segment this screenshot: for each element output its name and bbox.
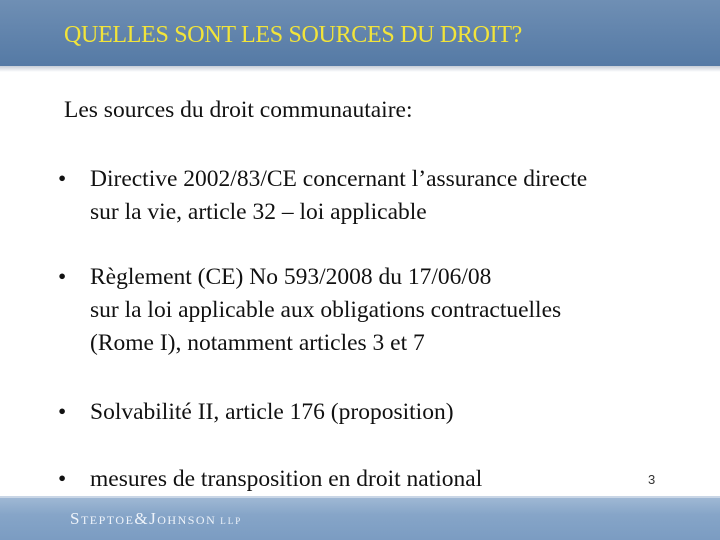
bullet-text: Directive 2002/83/CE concernant l’assurance directe sur la vie, article 32 – loi applicable: [90, 166, 588, 225]
title-bar-shadow: [0, 66, 720, 72]
intro-text: Les sources du droit communautaire:: [64, 97, 413, 123]
bullet-marker: •: [58, 166, 67, 192]
logo-text: Steptoe&Johnson: [70, 509, 217, 528]
bullet-text: Solvabilité II, article 176 (proposition): [90, 399, 454, 425]
bullet-item-transposition: [58, 463, 482, 496]
bullet-item-reglement: [58, 261, 561, 360]
bullet-marker: •: [58, 466, 67, 492]
page-number: 3: [648, 472, 656, 487]
bullet-text: mesures de transposition en droit national: [90, 466, 483, 492]
bullet-item-solvabilite: [58, 396, 454, 429]
bullet-item-directive: [58, 163, 587, 229]
bullet-marker: •: [58, 264, 67, 290]
bullet-marker: •: [58, 399, 67, 425]
slide-title: QUELLES SONT LES SOURCES DU DROIT?: [64, 22, 523, 48]
company-logo: [70, 509, 242, 529]
logo-suffix: LLP: [220, 516, 243, 526]
bullet-text: Règlement (CE) No 593/2008 du 17/06/08 sur la loi applicable aux obligations contractuelles (Rome I), notamment articles 3 et 7: [90, 264, 562, 356]
